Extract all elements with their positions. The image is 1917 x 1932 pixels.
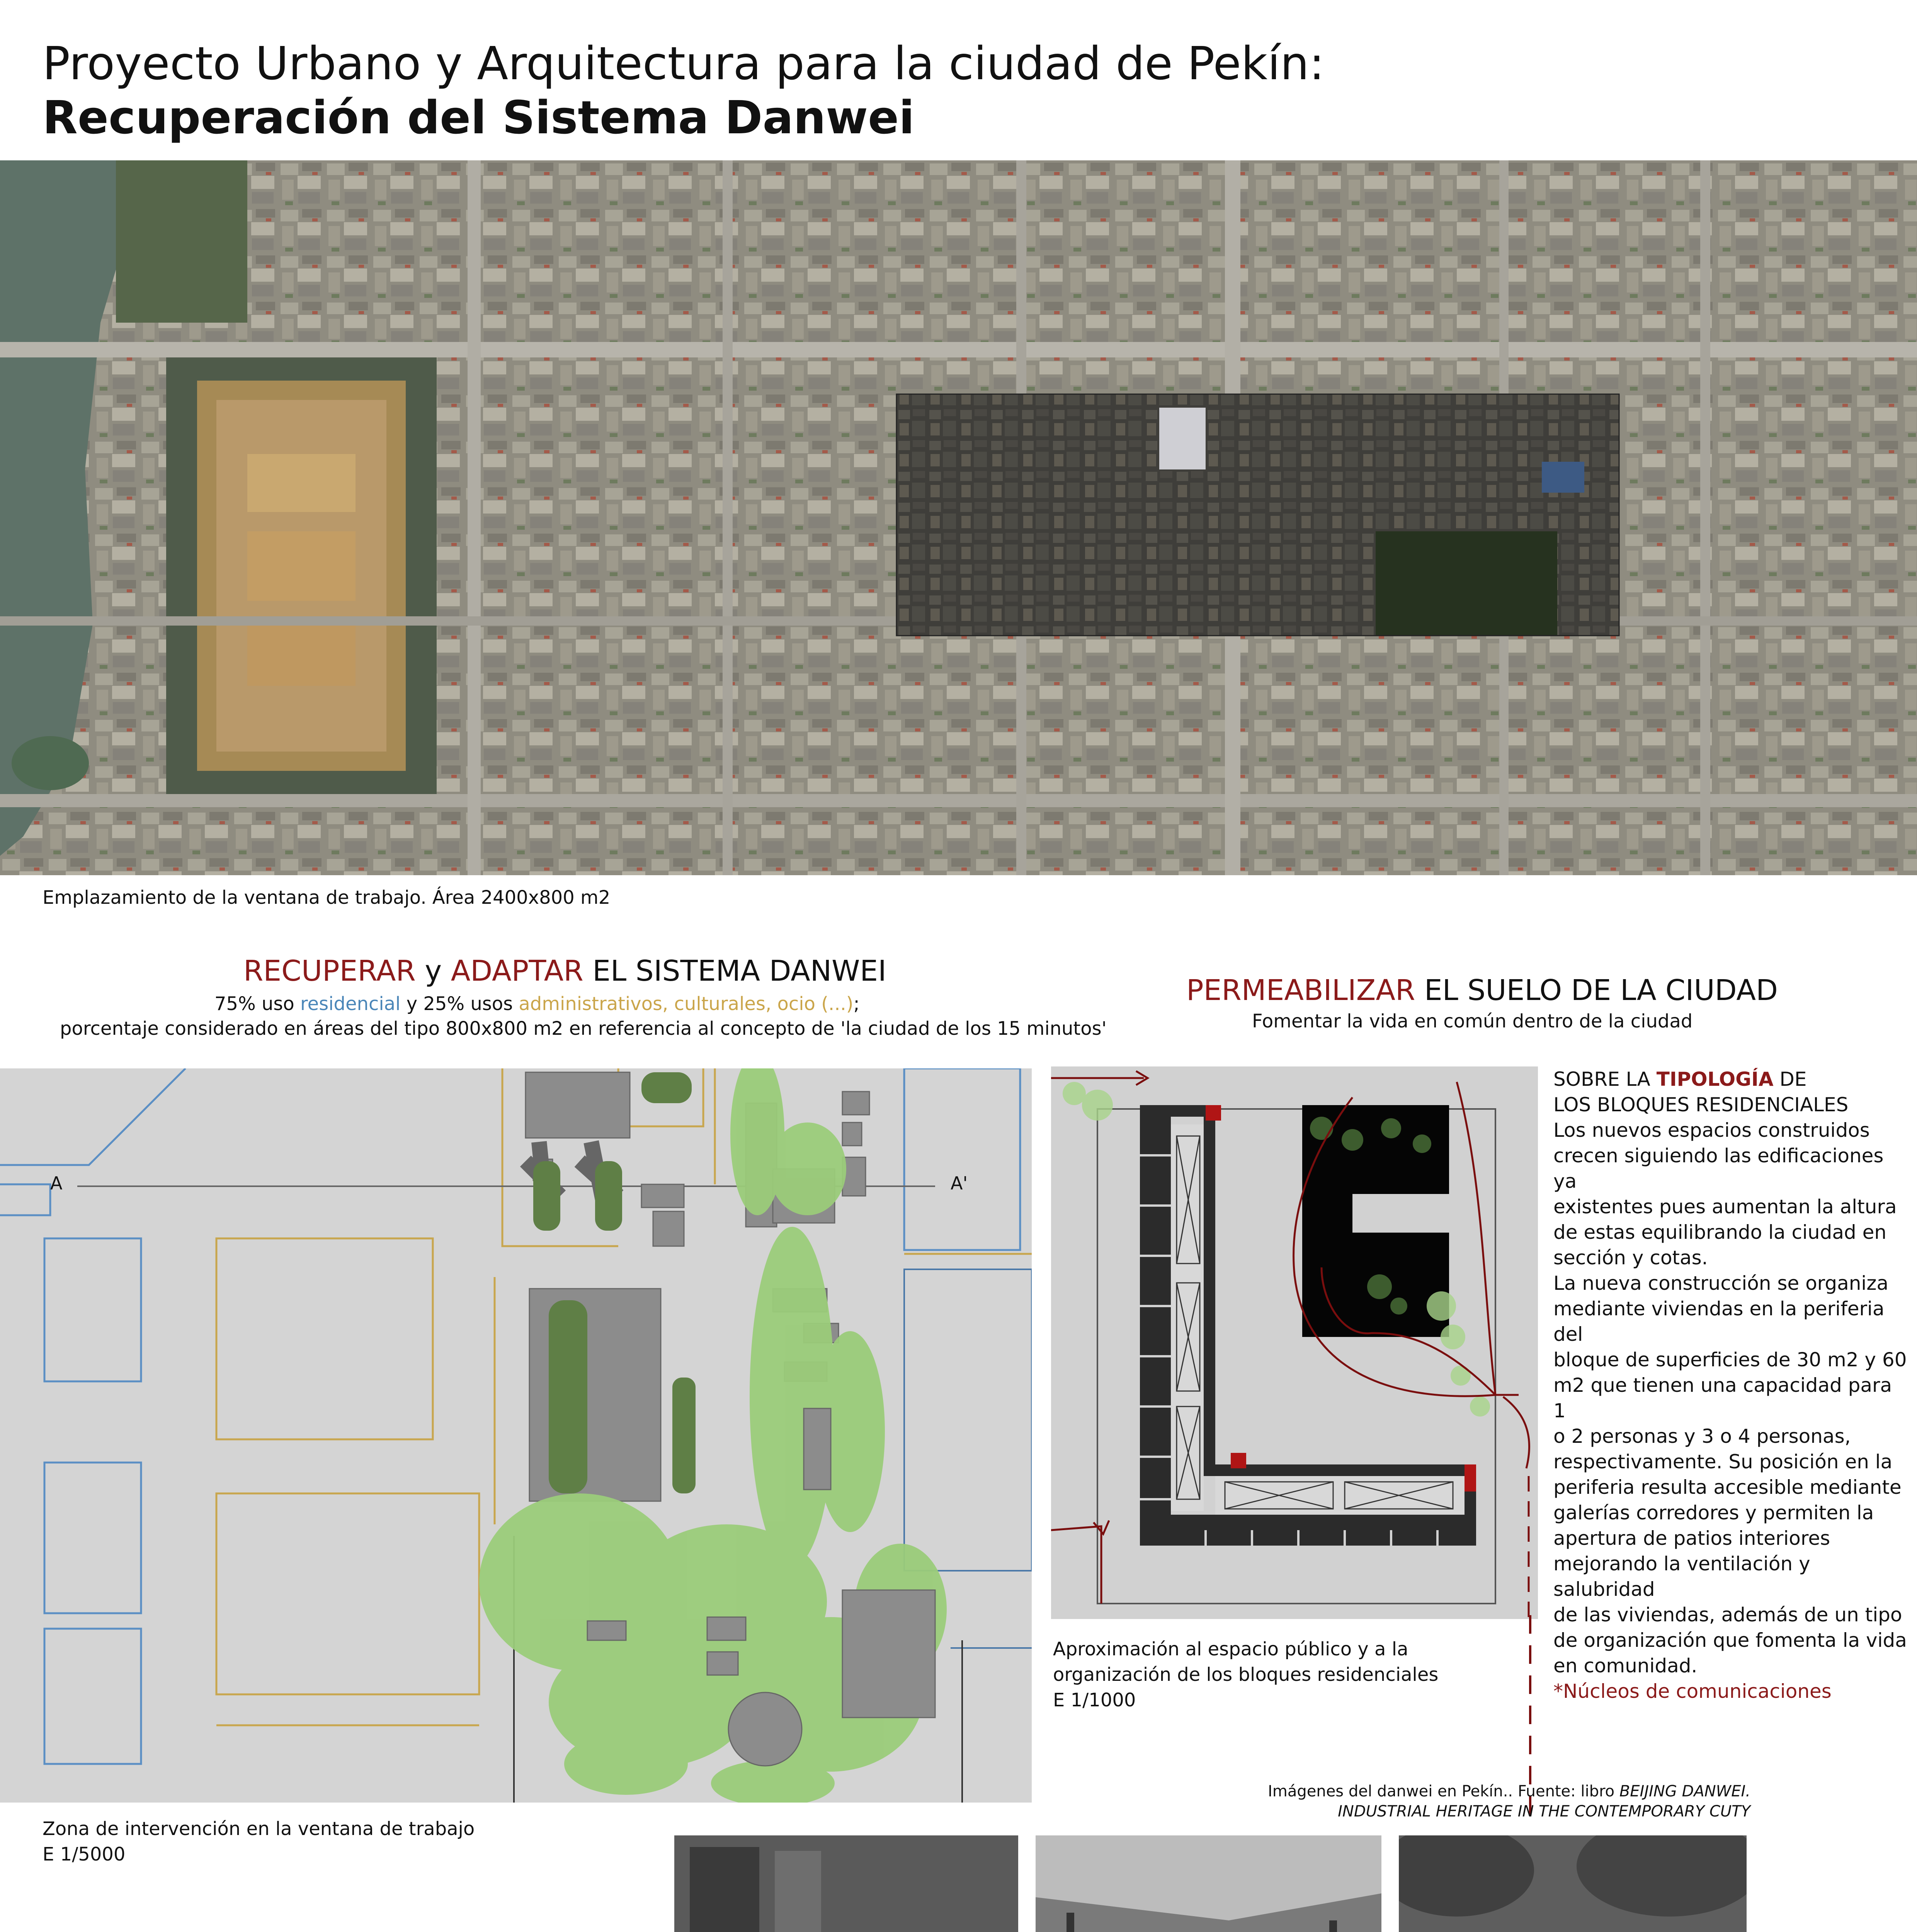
section-label-a2: A'	[951, 1173, 968, 1194]
permeab-heading-word: PERMEABILIZAR	[1186, 974, 1415, 1007]
danwei-photo-2	[1036, 1835, 1381, 1932]
residential-block-plan	[1051, 1066, 1538, 1619]
body-line: de las viviendas, además de un tipo	[1553, 1604, 1902, 1626]
plan-caption-line1: Zona de intervención en la ventana de trabajo	[43, 1818, 475, 1840]
body-line: periferia resulta accesible mediante	[1553, 1476, 1902, 1498]
body-line: mediante viviendas en la periferia del	[1553, 1298, 1885, 1345]
tipologia-h-c: DE	[1773, 1068, 1807, 1090]
photos-caption-book: BEIJING DANWEI.	[1619, 1782, 1750, 1800]
page-title-line1: Proyecto Urbano y Arquitectura para la ciudad de Pekín:	[43, 37, 1325, 90]
body-line: de estas equilibrando la ciudad en	[1553, 1221, 1887, 1243]
block-caption-line2: organización de los bloques residenciales	[1053, 1664, 1439, 1685]
danwei-heading	[243, 954, 886, 988]
aerial-caption: Emplazamiento de la ventana de trabajo. Área 2400x800 m2	[43, 887, 611, 908]
usage-text-c: y 25% usos	[400, 993, 519, 1015]
danwei-photo-3	[1399, 1835, 1747, 1932]
tipologia-heading2: LOS BLOQUES RESIDENCIALES	[1553, 1094, 1849, 1116]
body-line: apertura de patios interiores	[1553, 1527, 1830, 1549]
tipologia-heading	[1553, 1066, 1909, 1092]
usage-text-e: ;	[853, 993, 860, 1015]
permeab-heading	[1186, 974, 1778, 1007]
usage-residencial: residencial	[300, 993, 401, 1015]
tipologia-note: *Núcleos de comunicaciones	[1553, 1680, 1832, 1702]
body-line: m2 que tienen una capacidad para 1	[1553, 1374, 1892, 1422]
block-plan-caption	[1053, 1636, 1438, 1713]
block-caption-line1: Aproximación al espacio público y a la	[1053, 1638, 1408, 1660]
danwei-heading-y: y	[415, 954, 451, 988]
body-line: La nueva construcción se organiza	[1553, 1272, 1889, 1294]
tipologia-h-b: TIPOLOGÍA	[1656, 1068, 1774, 1090]
tipologia-h-a: SOBRE LA	[1553, 1068, 1657, 1090]
body-line: crecen siguiendo las edificaciones ya	[1553, 1145, 1884, 1192]
body-line: sección y cotas.	[1553, 1247, 1708, 1269]
danwei-usage-line	[214, 993, 860, 1015]
block-caption-scale: E 1/1000	[1053, 1689, 1136, 1711]
body-line: de organización que fomenta la vida	[1553, 1629, 1907, 1651]
body-line: o 2 personas y 3 o 4 personas,	[1553, 1425, 1851, 1447]
body-line: galerías corredores y permiten la	[1553, 1502, 1874, 1524]
usage-text-a: 75% uso	[214, 993, 300, 1015]
aerial-site-map	[0, 160, 1917, 875]
body-line: Los nuevos espacios construidos	[1553, 1119, 1870, 1141]
tipologia-text	[1553, 1066, 1909, 1704]
body-line: bloque de superficies de 30 m2 y 60	[1553, 1349, 1907, 1371]
usage-administrativos: administrativos, culturales, ocio (...)	[519, 993, 854, 1015]
intervention-plan	[0, 1068, 1032, 1803]
photos-caption-book2: INDUSTRIAL HERITAGE IN THE CONTEMPORARY CUTY	[1338, 1803, 1750, 1820]
plan-caption-scale: E 1/5000	[43, 1844, 126, 1865]
danwei-15min-line: porcentaje considerado en áreas del tipo 800x800 m2 en referencia al concepto de 'la ciudad de los 15 minutos'	[60, 1018, 1107, 1039]
danwei-heading-adaptar: ADAPTAR	[451, 954, 583, 988]
page-title-line2: Recuperación del Sistema Danwei	[43, 91, 915, 144]
danwei-heading-rest: EL SISTEMA DANWEI	[583, 954, 886, 988]
body-line: existentes pues aumentan la altura	[1553, 1196, 1897, 1218]
plan-caption	[43, 1816, 475, 1867]
danwei-heading-recuperar: RECUPERAR	[243, 954, 416, 988]
photos-caption	[1159, 1781, 1750, 1821]
permeab-sub: Fomentar la vida en común dentro de la ciudad	[1252, 1010, 1693, 1032]
photos-caption-a: Imágenes del danwei en Pekín.. Fuente: libro	[1268, 1782, 1619, 1800]
body-line: respectivamente. Su posición en la	[1553, 1451, 1893, 1473]
tipologia-body	[1553, 1117, 1909, 1679]
body-line: mejorando la ventilación y salubridad	[1553, 1553, 1810, 1600]
permeab-heading-rest: EL SUELO DE LA CIUDAD	[1415, 974, 1778, 1007]
body-line: en comunidad.	[1553, 1655, 1698, 1677]
section-label-a: A	[50, 1173, 63, 1194]
danwei-photo-1	[674, 1835, 1018, 1932]
